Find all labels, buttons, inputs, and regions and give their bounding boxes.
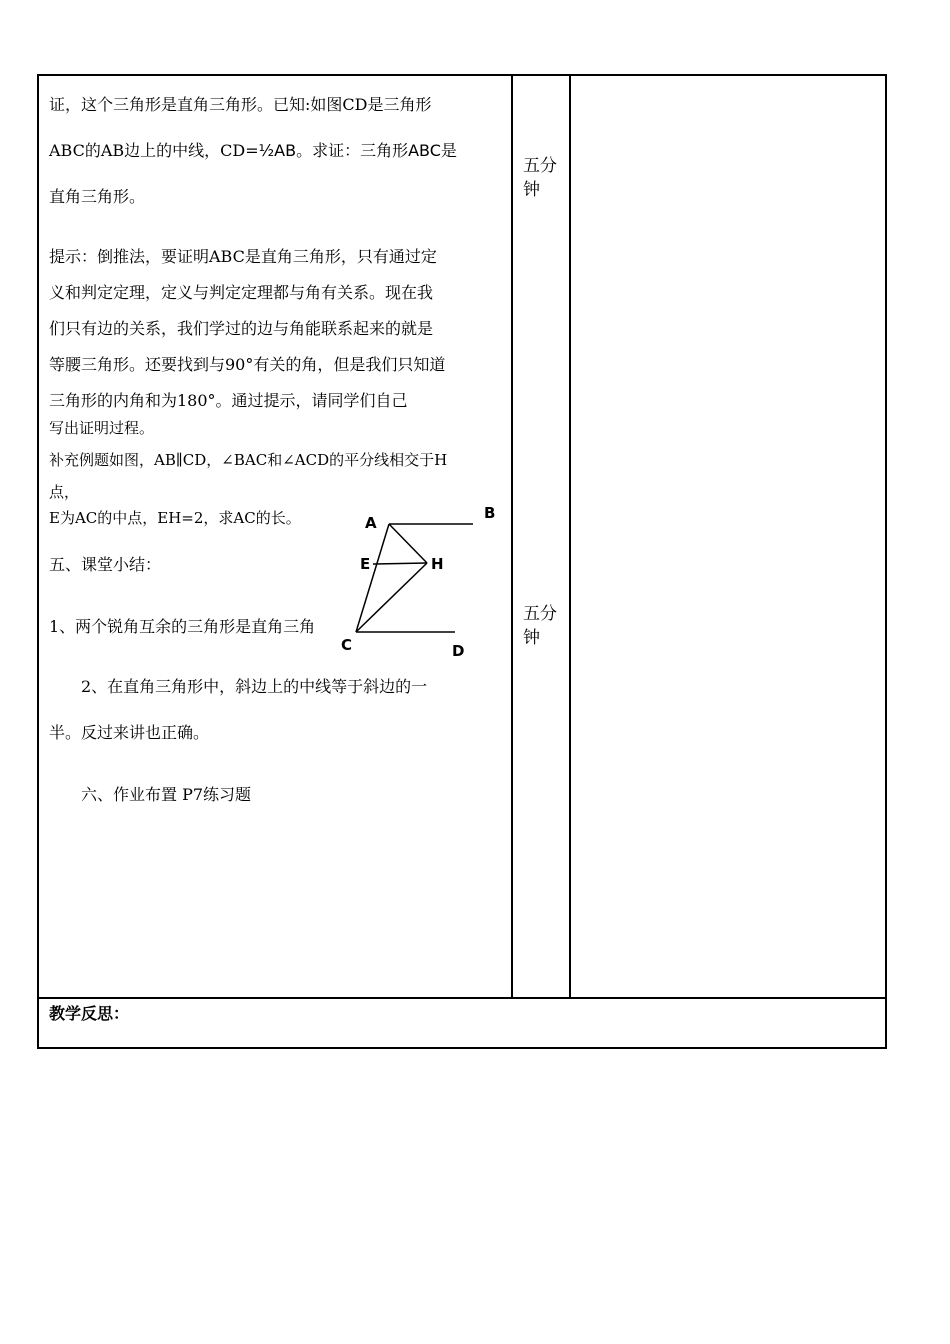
label-a: A <box>365 514 377 532</box>
row-divider <box>39 997 885 999</box>
text-line: 直角三角形。 <box>49 187 146 206</box>
text-span: 。求证：三角形 <box>296 141 409 160</box>
lesson-table <box>37 74 887 1049</box>
reflection-label: 教学反思： <box>49 1004 130 1023</box>
text-span: 是 <box>440 141 457 160</box>
text-span: ½AB <box>258 141 297 160</box>
text-span: ABC的AB边上的中线，CD= <box>49 141 259 160</box>
text-line: 们只有边的关系，我们学过的边与角能联系起来的就是 <box>49 319 434 338</box>
column-divider-1 <box>511 76 513 997</box>
text-line: 等腰三角形。还要找到与90°有关的角，但是我们只知道 <box>49 355 446 374</box>
text-line: 1、两个锐角互余的三角形是直角三角 <box>49 617 316 636</box>
geometry-figure <box>339 501 509 661</box>
text-line: 三角形的内角和为180°。通过提示，请同学们自己 <box>49 391 408 410</box>
text-line: 半。反过来讲也正确。 <box>49 723 210 742</box>
text-line <box>49 140 507 162</box>
time-label: 五分钟 <box>523 156 557 200</box>
text-line: E为AC的中点，EH=2，求AC的长。 <box>49 509 301 527</box>
label-b: B <box>484 504 496 522</box>
text-span: ABC <box>408 141 441 160</box>
time-label: 五分钟 <box>523 604 557 648</box>
text-line: 补充例题如图，AB∥CD，∠BAC和∠ACD的平分线相交于H <box>49 451 448 469</box>
text-line: 义和判定定理，定义与判定定理都与角有关系。现在我 <box>49 283 434 302</box>
text-line: 2、在直角三角形中，斜边上的中线等于斜边的一 <box>81 677 428 696</box>
label-h: H <box>431 555 444 573</box>
label-c: C <box>341 636 353 654</box>
text-line: 点， <box>49 483 80 501</box>
text-line: 证，这个三角形是直角三角形。已知:如图CD是三角形 <box>49 95 432 114</box>
text-line: 提示：倒推法，要证明ABC是直角三角形，只有通过定 <box>49 247 437 266</box>
label-e: E <box>360 555 371 573</box>
text-line: 写出证明过程。 <box>49 419 155 437</box>
line-eh <box>373 563 427 564</box>
column-divider-2 <box>569 76 571 997</box>
text-line: 五、课堂小结： <box>49 555 162 574</box>
text-line: 六、作业布置 P7练习题 <box>81 785 252 804</box>
label-d: D <box>452 642 465 660</box>
line-ah <box>389 524 427 563</box>
lesson-content <box>49 94 507 806</box>
